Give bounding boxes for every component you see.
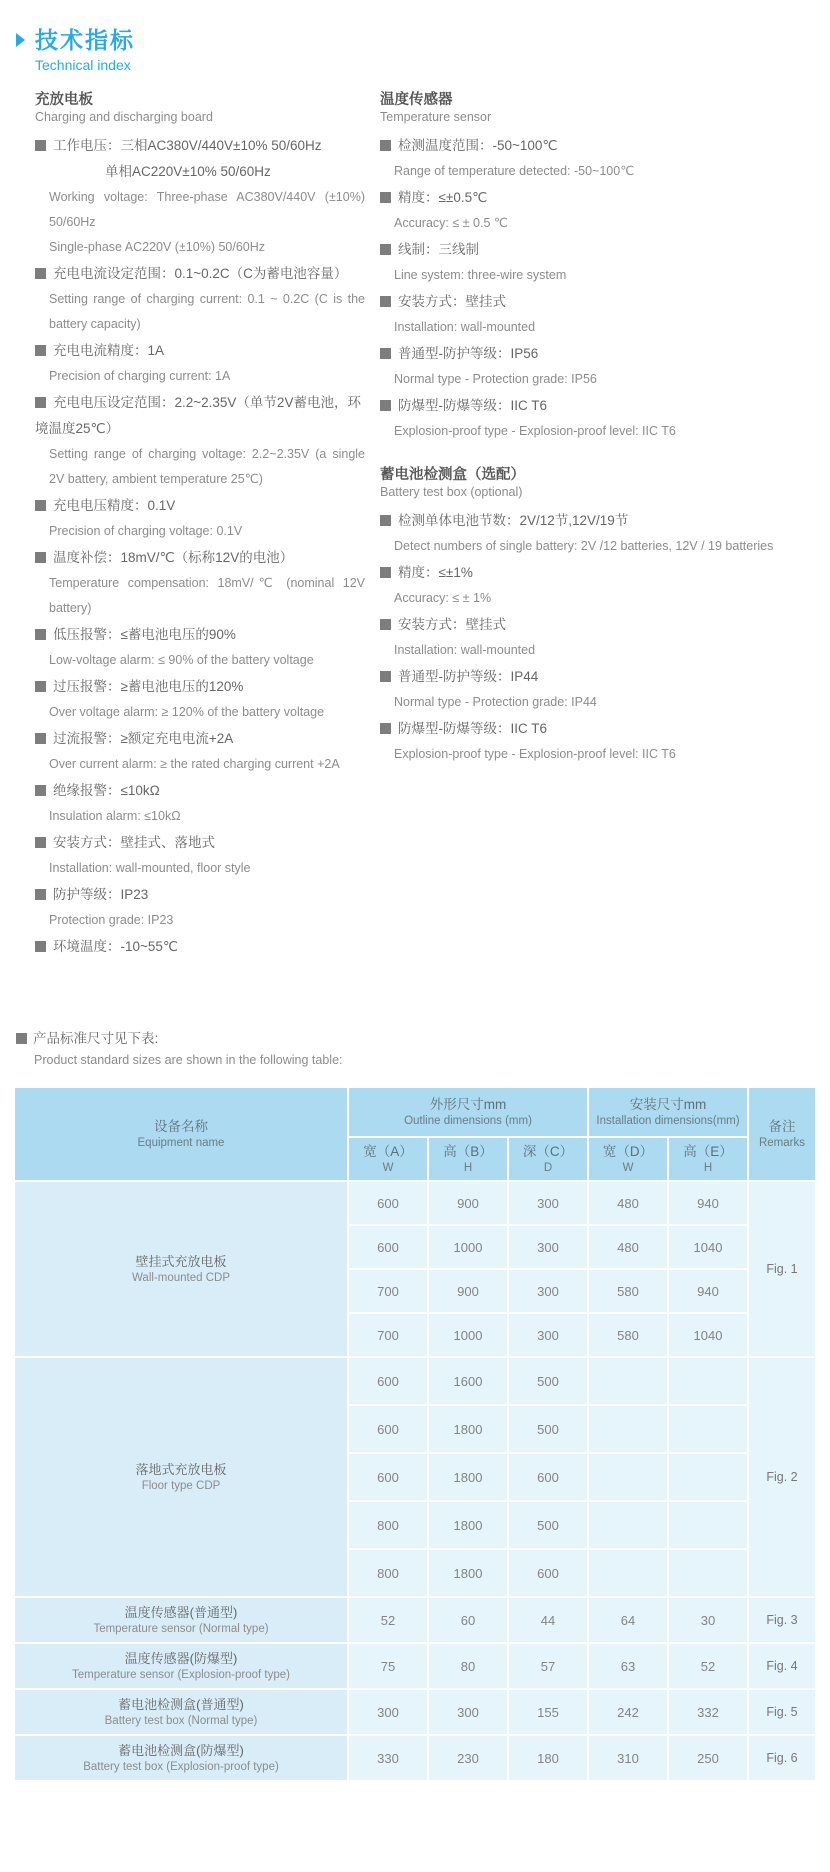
spec-cn-text: 安装方式：壁挂式、落地式: [53, 835, 215, 850]
square-bullet-icon: [380, 671, 391, 682]
spec-cn-line: [35, 545, 365, 571]
spec-cn-text: 充电电流设定范围：0.1~0.2C（C为蓄电池容量）: [53, 266, 348, 281]
spec-cn-line: [380, 341, 800, 367]
spec-en-line: Range of temperature detected: -50~100℃: [394, 164, 635, 178]
square-bullet-icon: [380, 567, 391, 578]
page-subtitle: Technical index: [35, 57, 131, 73]
dimension-cell: 300: [508, 1181, 588, 1225]
section-heading-cn: 蓄电池检测盒（选配）: [380, 467, 525, 483]
page-header: [0, 26, 830, 73]
spec-item: [35, 882, 365, 933]
spec-item: [380, 716, 800, 767]
spec-en-line: Single-phase AC220V (±10%) 50/60Hz: [49, 240, 266, 254]
spec-cn-text: 防爆型-防爆等级：IIC T6: [398, 398, 548, 413]
remark-cell: Fig. 5: [748, 1689, 816, 1735]
subheader-en: W: [382, 1162, 394, 1174]
spec-cn-text: 安装方式：壁挂式: [398, 294, 506, 309]
dimension-cell: 52: [348, 1597, 428, 1643]
dimension-cell: 1800: [428, 1501, 508, 1549]
col-header-installation: 安装尺寸mm Installation dimensions(mm): [588, 1087, 748, 1137]
table-note-cn: 产品标准尺寸见下表:: [16, 1028, 830, 1050]
spec-cn-line: [35, 778, 365, 804]
dimension-cell: 580: [588, 1313, 668, 1357]
dimension-cell: 1600: [428, 1357, 508, 1405]
dimension-cell: 900: [428, 1269, 508, 1313]
equipment-name-cell: [14, 1357, 348, 1597]
equipment-name-cn: 蓄电池检测盒(普通型): [118, 1696, 244, 1712]
spec-item: [35, 545, 365, 621]
dimension-cell: 64: [588, 1597, 668, 1643]
dimension-cell: 600: [348, 1181, 428, 1225]
table-row: [14, 1643, 816, 1689]
subheader-cn: 高（B）: [443, 1144, 493, 1159]
dimension-cell: 300: [508, 1269, 588, 1313]
dimension-cell: 940: [668, 1269, 748, 1313]
spec-cn-line: [35, 261, 365, 287]
spec-en-line: Over current alarm: ≥ the rated charging current +2A: [49, 757, 340, 771]
spec-cn-text: 普通型-防护等级：IP44: [398, 669, 539, 684]
spec-item: [35, 778, 365, 829]
section-heading-en: Charging and discharging board: [35, 110, 213, 124]
spec-item: [380, 289, 800, 340]
square-bullet-icon: [35, 268, 46, 279]
spec-en-line: Working voltage: Three-phase AC380V/440V (±10%) 50/60Hz: [49, 190, 365, 229]
spec-cn-line: [380, 289, 800, 315]
dimension-cell: [588, 1501, 668, 1549]
dimension-cell: 63: [588, 1643, 668, 1689]
spec-cn-line: [380, 508, 800, 534]
equipment-name-cell: [14, 1689, 348, 1735]
spec-item: [35, 622, 365, 673]
square-bullet-icon: [35, 681, 46, 692]
spec-cn-line: [35, 622, 365, 648]
remark-cell: Fig. 6: [748, 1735, 816, 1781]
spec-item: [380, 133, 800, 184]
square-bullet-icon: [35, 629, 46, 640]
spec-cn-text: 充电电压设定范围：2.2~2.35V（单节2V蓄电池，环境温度25℃）: [35, 395, 361, 436]
spec-cn-text: 普通型-防护等级：IP56: [398, 346, 539, 361]
table-note-en: Product standard sizes are shown in the following table:: [34, 1053, 343, 1067]
dimension-cell: 900: [428, 1181, 508, 1225]
spec-cn-text: 精度：≤±0.5℃: [398, 190, 488, 205]
spec-cn-text: 低压报警：≤蓄电池电压的90%: [53, 627, 236, 642]
remark-cell: Fig. 3: [748, 1597, 816, 1643]
spec-section: [380, 466, 800, 767]
square-bullet-icon: [35, 837, 46, 848]
dimension-cell: 600: [348, 1405, 428, 1453]
section-heading-en: Temperature sensor: [380, 110, 492, 124]
equipment-name-cell: [14, 1181, 348, 1357]
table-row: [14, 1357, 816, 1405]
dimension-cell: 1800: [428, 1549, 508, 1597]
col-header-outline: 外形尺寸mm Outline dimensions (mm): [348, 1087, 588, 1137]
dimension-cell: 700: [348, 1269, 428, 1313]
spec-en-line: Normal type - Protection grade: IP44: [394, 695, 597, 709]
arrow-right-icon: [16, 33, 25, 47]
subheader-cn: 深（C）: [522, 1144, 574, 1159]
spec-section: [380, 91, 800, 444]
square-bullet-icon: [35, 889, 46, 900]
spec-item: [35, 133, 365, 260]
dimension-cell: 1800: [428, 1405, 508, 1453]
dimension-cell: 700: [348, 1313, 428, 1357]
dimension-cell: 500: [508, 1405, 588, 1453]
square-bullet-icon: [380, 723, 391, 734]
col-subheader: [668, 1137, 748, 1181]
table-row: [14, 1181, 816, 1225]
spec-cn-text: 防爆型-防爆等级：IIC T6: [398, 721, 548, 736]
spec-en-line: Temperature compensation: 18mV/℃ (nominal 12V battery): [49, 576, 365, 615]
dimension-cell: 300: [428, 1689, 508, 1735]
square-bullet-icon: [380, 192, 391, 203]
equipment-name-cn: 温度传感器(普通型): [124, 1604, 238, 1620]
square-bullet-icon: [380, 619, 391, 630]
dimension-cell: [588, 1453, 668, 1501]
spec-cn-line: [380, 133, 800, 159]
table-row: [14, 1689, 816, 1735]
dimension-cell: 330: [348, 1735, 428, 1781]
dimension-cell: 600: [348, 1453, 428, 1501]
spec-cn-line: [35, 882, 365, 908]
spec-en-line: Installation: wall-mounted: [394, 320, 536, 334]
spec-cn-text: 检测温度范围：-50~100℃: [398, 138, 558, 153]
table-row: [14, 1735, 816, 1781]
equipment-name-en: Battery test box (Explosion-proof type): [83, 1760, 279, 1773]
spec-cn-line: [35, 493, 365, 519]
spec-item: [35, 338, 365, 389]
spec-en-line: Low-voltage alarm: ≤ 90% of the battery voltage: [49, 653, 314, 667]
section-heading-cn: 温度传感器: [380, 92, 453, 108]
dimension-cell: 180: [508, 1735, 588, 1781]
remark-cell: Fig. 2: [748, 1357, 816, 1597]
dimension-cell: 310: [588, 1735, 668, 1781]
col-header-equipment: 设备名称 Equipment name: [14, 1087, 348, 1181]
spec-item: [380, 508, 800, 559]
page-title: 技术指标: [35, 27, 135, 53]
dimension-cell: [588, 1357, 668, 1405]
square-bullet-icon: [380, 296, 391, 307]
spec-en-line: Accuracy: ≤ ± 1%: [394, 591, 492, 605]
square-bullet-icon: [35, 140, 46, 151]
spec-en-line: Explosion-proof type - Explosion-proof level: IIC T6: [394, 747, 676, 761]
dimension-cell: 580: [588, 1269, 668, 1313]
spec-cn-line: [380, 560, 800, 586]
square-bullet-icon: [380, 400, 391, 411]
spec-item: [380, 341, 800, 392]
dimension-cell: 230: [428, 1735, 508, 1781]
spec-cn-line: [35, 934, 365, 960]
dimension-cell: 300: [348, 1689, 428, 1735]
dimension-cell: 600: [508, 1453, 588, 1501]
spec-en-line: Installation: wall-mounted: [394, 643, 536, 657]
spec-en-line: Installation: wall-mounted, floor style: [49, 861, 251, 875]
equipment-name-cn: 落地式充放电板: [135, 1461, 227, 1477]
spec-section: [35, 91, 365, 960]
square-bullet-icon: [35, 345, 46, 356]
spec-item: [35, 830, 365, 881]
spec-item: [35, 726, 365, 777]
subheader-en: H: [703, 1162, 713, 1174]
remark-cell: Fig. 1: [748, 1181, 816, 1357]
section-heading-en: Battery test box (optional): [380, 485, 523, 499]
subheader-cn: 宽（D）: [602, 1144, 654, 1159]
dimension-cell: 480: [588, 1181, 668, 1225]
spec-cn-text: 温度补偿：18mV/℃（标称12V的电池）: [53, 550, 294, 565]
dimension-cell: [668, 1357, 748, 1405]
spec-en-line: Protection grade: IP23: [49, 913, 174, 927]
square-bullet-icon: [380, 244, 391, 255]
square-bullet-icon: [35, 552, 46, 563]
dimension-cell: 500: [508, 1501, 588, 1549]
dimension-cell: 1000: [428, 1225, 508, 1269]
table-row: [14, 1597, 816, 1643]
subheader-cn: 高（E）: [683, 1144, 733, 1159]
spec-en-line: Setting range of charging current: 0.1 ~ 0.2C (C is the battery capacity): [49, 292, 365, 331]
equipment-name-cn: 蓄电池检测盒(防爆型): [118, 1742, 244, 1758]
col-header-remarks: 备注 Remarks: [748, 1087, 816, 1181]
spec-item: [35, 493, 365, 544]
dimension-cell: 1800: [428, 1453, 508, 1501]
square-bullet-icon: [35, 941, 46, 952]
equipment-name-cell: [14, 1643, 348, 1689]
spec-cn-line: [35, 133, 365, 159]
subheader-en: D: [543, 1162, 553, 1174]
spec-item: [380, 185, 800, 236]
spec-cn-line: [380, 716, 800, 742]
table-note: [0, 1028, 830, 1070]
equipment-name-cell: [14, 1735, 348, 1781]
col-subheader: [508, 1137, 588, 1181]
subheader-en: H: [463, 1162, 473, 1174]
dimension-cell: [668, 1453, 748, 1501]
left-column: [35, 91, 365, 982]
spec-cn-text: 防护等级：IP23: [53, 887, 149, 902]
spec-en-line: Explosion-proof type - Explosion-proof level: IIC T6: [394, 424, 676, 438]
equipment-name-cn: 温度传感器(防爆型): [124, 1650, 238, 1666]
spec-cn-line: [35, 390, 365, 442]
subheader-en: W: [622, 1162, 634, 1174]
dimension-cell: [668, 1405, 748, 1453]
dimension-cell: 1040: [668, 1313, 748, 1357]
dimension-cell: 242: [588, 1689, 668, 1735]
dimension-cell: 155: [508, 1689, 588, 1735]
square-bullet-icon: [16, 1033, 27, 1044]
square-bullet-icon: [380, 515, 391, 526]
spec-cn-text: 线制：三线制: [398, 242, 479, 257]
spec-item: [380, 237, 800, 288]
spec-cn-text: 工作电压：三相AC380V/440V±10% 50/60Hz: [53, 138, 322, 153]
dimension-cell: [668, 1549, 748, 1597]
spec-item: [380, 612, 800, 663]
dimension-cell: 332: [668, 1689, 748, 1735]
dimension-cell: 300: [508, 1313, 588, 1357]
square-bullet-icon: [35, 733, 46, 744]
dimension-cell: [588, 1549, 668, 1597]
spec-item: [380, 560, 800, 611]
equipment-name-en: Wall-mounted CDP: [132, 1271, 230, 1284]
spec-en-line: Accuracy: ≤ ± 0.5 ℃: [394, 216, 508, 230]
dimension-cell: 600: [348, 1357, 428, 1405]
spec-en-line: Normal type - Protection grade: IP56: [394, 372, 597, 386]
spec-cn-text: 检测单体电池节数：2V/12节,12V/19节: [398, 513, 629, 528]
spec-cn-line: [35, 338, 365, 364]
spec-cn-line: [35, 726, 365, 752]
dimension-cell: 80: [428, 1643, 508, 1689]
dimension-cell: 600: [508, 1549, 588, 1597]
spec-cn-line: [35, 674, 365, 700]
dimension-cell: [588, 1405, 668, 1453]
spec-cn-line: [380, 185, 800, 211]
dimension-cell: 44: [508, 1597, 588, 1643]
spec-en-line: Detect numbers of single battery: 2V /12 batteries, 12V / 19 batteries: [394, 539, 774, 553]
equipment-name-en: Battery test box (Normal type): [104, 1714, 258, 1727]
square-bullet-icon: [380, 348, 391, 359]
spec-cn-text: 环境温度：-10~55℃: [53, 939, 179, 954]
col-subheader: [348, 1137, 428, 1181]
spec-en-line: Insulation alarm: ≤10kΩ: [49, 809, 181, 823]
dimension-cell: 480: [588, 1225, 668, 1269]
dimension-cell: 75: [348, 1643, 428, 1689]
equipment-name-en: Floor type CDP: [141, 1479, 221, 1492]
spec-cn-line: [380, 393, 800, 419]
spec-item: [380, 393, 800, 444]
right-column: [380, 91, 800, 982]
spec-item: [380, 664, 800, 715]
square-bullet-icon: [35, 500, 46, 511]
spec-cn-line: [35, 830, 365, 856]
subheader-cn: 宽（A）: [363, 1144, 413, 1159]
spec-item: [35, 934, 365, 960]
dimension-cell: 30: [668, 1597, 748, 1643]
square-bullet-icon: [35, 785, 46, 796]
dimension-cell: 1040: [668, 1225, 748, 1269]
spec-en-line: Line system: three-wire system: [394, 268, 567, 282]
col-subheader: [428, 1137, 508, 1181]
spec-item: [35, 674, 365, 725]
square-bullet-icon: [35, 397, 46, 408]
spec-cn-text: 充电电流精度：1A: [53, 343, 165, 358]
dimension-cell: 1000: [428, 1313, 508, 1357]
dimension-cell: 600: [348, 1225, 428, 1269]
spec-cn-text: 安装方式：壁挂式: [398, 617, 506, 632]
dimensions-table: [13, 1086, 817, 1782]
spec-cn-line: [35, 159, 365, 185]
dimension-cell: 800: [348, 1549, 428, 1597]
spec-cn-line: [380, 664, 800, 690]
spec-cn-line: [380, 237, 800, 263]
dimension-cell: 300: [508, 1225, 588, 1269]
equipment-name-cn: 壁挂式充放电板: [135, 1253, 227, 1269]
dimension-cell: 250: [668, 1735, 748, 1781]
equipment-name-en: Temperature sensor (Explosion-proof type): [72, 1668, 290, 1681]
equipment-name-en: Temperature sensor (Normal type): [93, 1622, 269, 1635]
spec-cn-text: 单相AC220V±10% 50/60Hz: [105, 164, 271, 179]
spec-en-line: Over voltage alarm: ≥ 120% of the battery voltage: [49, 705, 325, 719]
section-heading-cn: 充放电板: [35, 92, 93, 108]
spec-en-line: Precision of charging voltage: 0.1V: [49, 524, 243, 538]
spec-item: [35, 390, 365, 492]
spec-en-line: Precision of charging current: 1A: [49, 369, 231, 383]
dimension-cell: 800: [348, 1501, 428, 1549]
square-bullet-icon: [380, 140, 391, 151]
spec-cn-text: 精度：≤±1%: [398, 565, 473, 580]
dimension-cell: 60: [428, 1597, 508, 1643]
dimension-cell: 940: [668, 1181, 748, 1225]
spec-cn-text: 充电电压精度：0.1V: [53, 498, 176, 513]
col-subheader: [588, 1137, 668, 1181]
remark-cell: Fig. 4: [748, 1643, 816, 1689]
spec-cn-text: 过压报警：≥蓄电池电压的120%: [53, 679, 244, 694]
spec-cn-text: 过流报警：≥额定充电电流+2A: [53, 731, 234, 746]
spec-item: [35, 261, 365, 337]
dimension-cell: [668, 1501, 748, 1549]
dimension-cell: 52: [668, 1643, 748, 1689]
dimension-cell: 500: [508, 1357, 588, 1405]
dimension-cell: 57: [508, 1643, 588, 1689]
spec-cn-line: [380, 612, 800, 638]
spec-cn-text: 绝缘报警：≤10kΩ: [53, 783, 160, 798]
spec-en-line: Setting range of charging voltage: 2.2~2.35V (a single 2V battery, ambient temperature 25℃): [49, 447, 365, 486]
spec-columns: [0, 91, 830, 982]
equipment-name-cell: [14, 1597, 348, 1643]
